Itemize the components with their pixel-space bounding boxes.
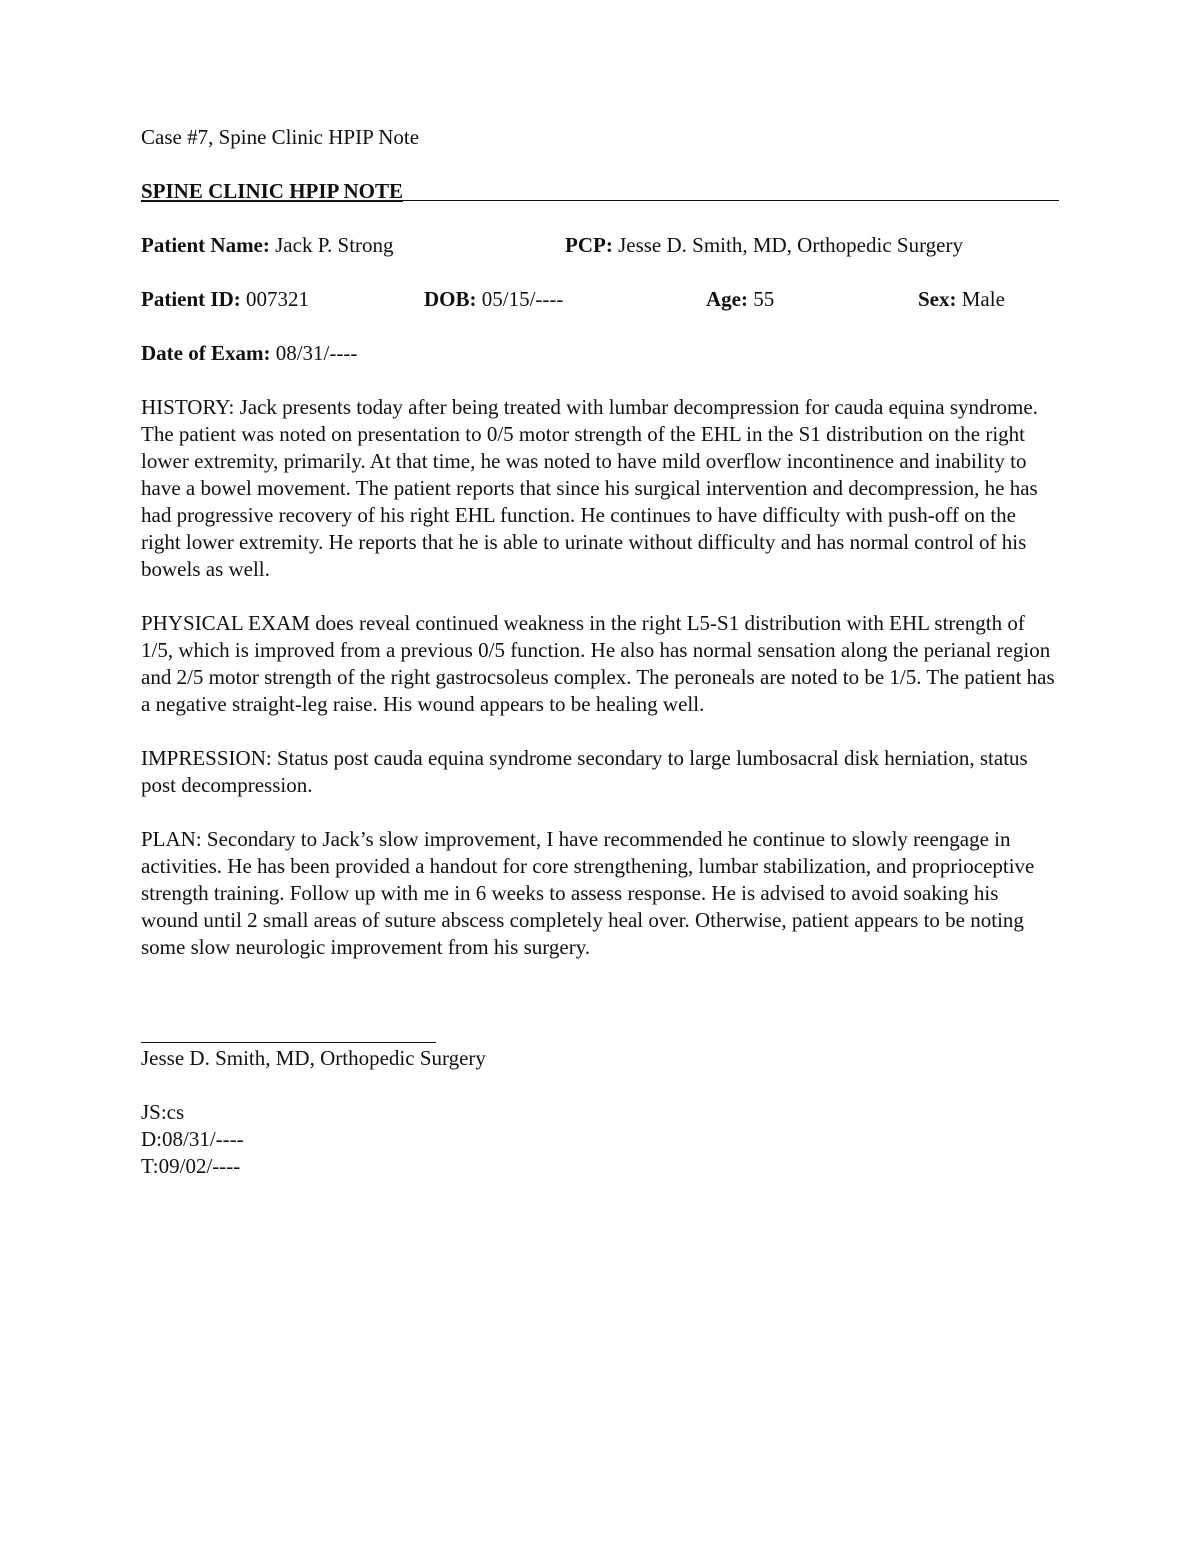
patient-name-field: [141, 232, 394, 259]
patient-name-row: [141, 232, 1059, 259]
case-line: Case #7, Spine Clinic HPIP Note: [141, 125, 420, 149]
exam-date-field: [141, 340, 357, 367]
dob-value: 05/15/----: [481, 287, 564, 311]
sex-value: Male: [961, 287, 1005, 311]
note-heading-title: SPINE CLINIC HPIP NOTE: [141, 179, 403, 203]
heading-rule: [403, 200, 1059, 201]
pcp-label: PCP:: [565, 233, 613, 257]
pcp-field: [565, 232, 963, 259]
age-value: 55: [753, 287, 775, 311]
age-label: Age:: [706, 287, 748, 311]
dob-label: DOB:: [424, 287, 477, 311]
transcription-date: T:09/02/----: [141, 1154, 241, 1178]
patient-name-label: Patient Name:: [141, 233, 270, 257]
pcp-value: Jesse D. Smith, MD, Orthopedic Surgery: [618, 233, 963, 257]
patient-name-value: Jack P. Strong: [275, 233, 394, 257]
exam-date-row: [141, 340, 1059, 367]
physical-exam-paragraph: PHYSICAL EXAM does reveal continued weakness in the right L5-S1 distribution with EHL strength of 1/5, which is improved from a previous 0/5 function. He also has normal sensation along the perianal region and 2/5 motor strength of the right gastrocsoleus complex. The peroneals are noted to be 1/5. The patient has a negative straight-leg raise. His wound appears to be healing well.: [141, 611, 1055, 716]
signature-block: [141, 1042, 1059, 1180]
sex-field: [918, 286, 1005, 313]
signature-name: Jesse D. Smith, MD, Orthopedic Surgery: [141, 1046, 486, 1070]
document-page: [141, 124, 1059, 1180]
dob-field: [424, 286, 563, 313]
exam-date-label: Date of Exam:: [141, 341, 271, 365]
patient-id-row: [141, 286, 1059, 313]
signature-line: [141, 1042, 436, 1043]
note-heading: [141, 178, 1059, 205]
patient-id-label: Patient ID:: [141, 287, 241, 311]
sex-label: Sex:: [918, 287, 957, 311]
impression-paragraph: IMPRESSION: Status post cauda equina syndrome secondary to large lumbosacral disk herniation, status post decompression.: [141, 746, 1028, 797]
patient-id-value: 007321: [245, 287, 309, 311]
patient-id-field: [141, 286, 309, 313]
transcription-initials: JS:cs: [141, 1100, 185, 1124]
history-paragraph: HISTORY: Jack presents today after being treated with lumbar decompression for cauda equina syndrome. The patient was noted on presentation to 0/5 motor strength of the EHL in the S1 distribution on the right lower extremity, primarily. At that time, he was noted to have mild overflow incontinence and inability to have a bowel movement. The patient reports that since his surgical intervention and decompression, he has had progressive recovery of his right EHL function. He continues to have difficulty with push-off on the right lower extremity. He reports that he is able to urinate without difficulty and has normal control of his bowels as well.: [141, 395, 1038, 581]
plan-paragraph: PLAN: Secondary to Jack’s slow improvement, I have recommended he continue to slowly reengage in activities. He has been provided a handout for core strengthening, lumbar stabilization, and proprioceptive strength training. Follow up with me in 6 weeks to assess response. He is advised to avoid soaking his wound until 2 small areas of suture abscess completely heal over. Otherwise, patient appears to be noting some slow neurologic improvement from his surgery.: [141, 827, 1035, 959]
dictation-date: D:08/31/----: [141, 1127, 244, 1151]
exam-date-value: 08/31/----: [275, 341, 358, 365]
age-field: [706, 286, 774, 313]
